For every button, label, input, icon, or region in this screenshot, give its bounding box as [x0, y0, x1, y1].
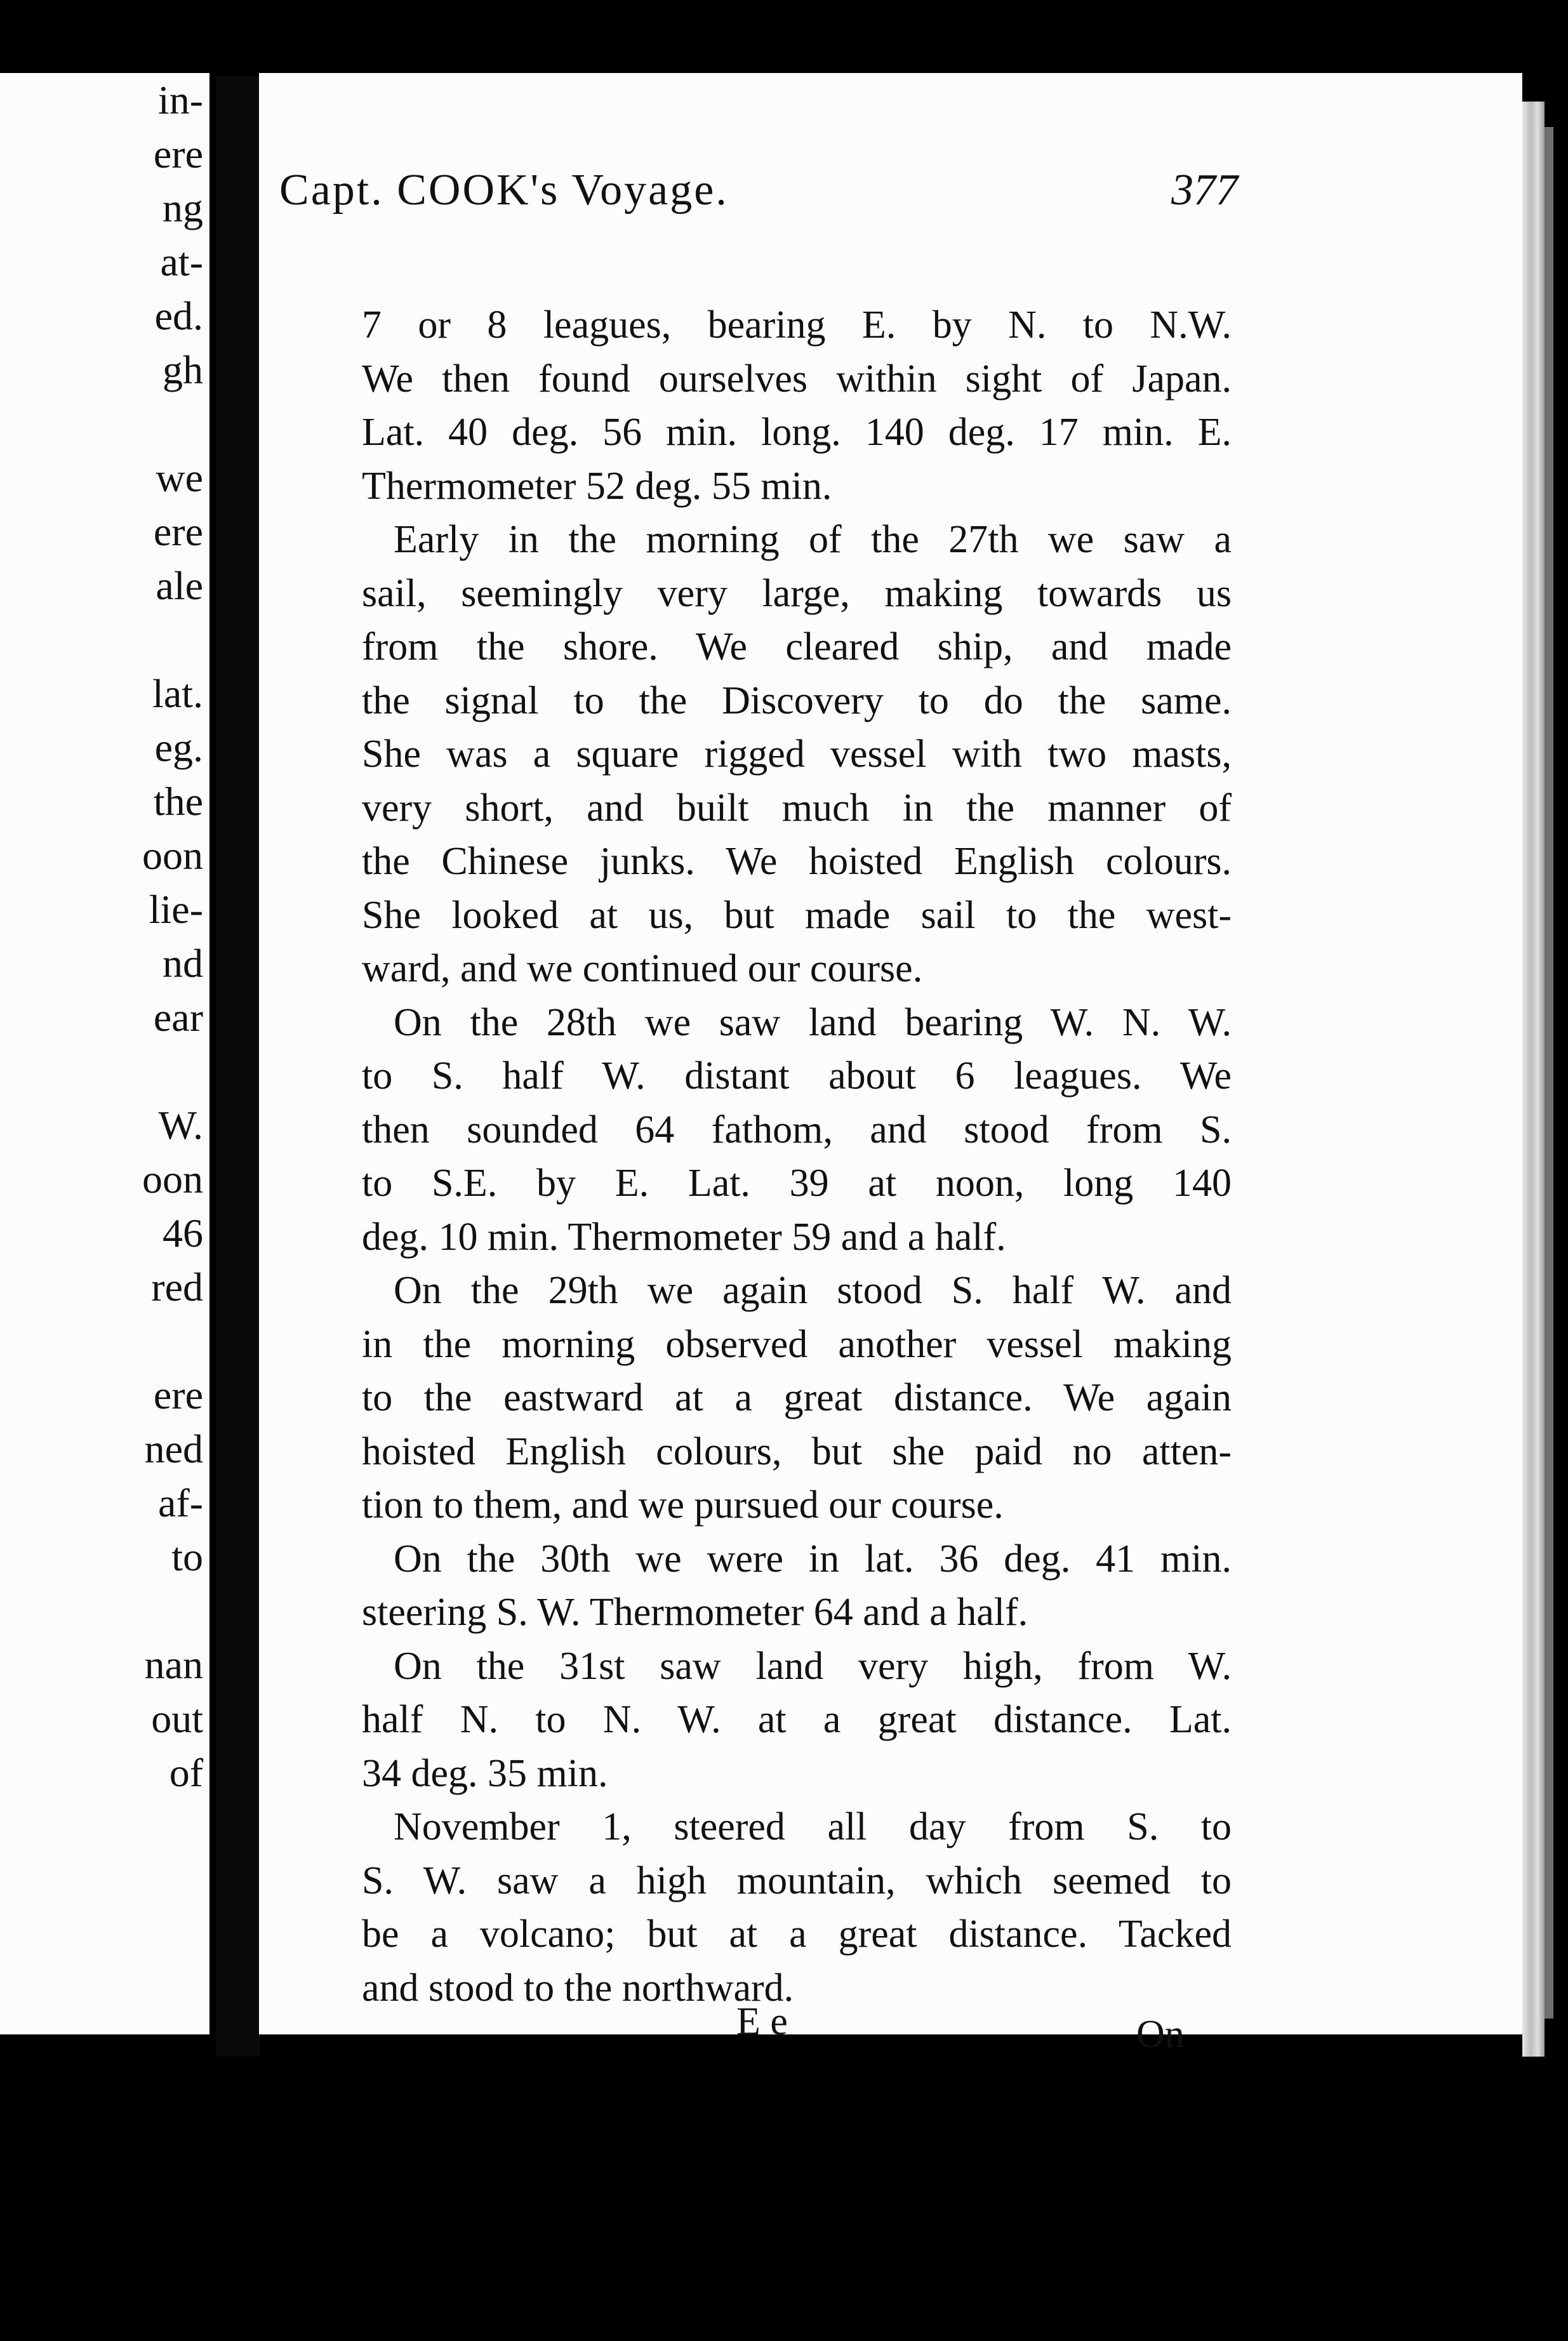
facing-page-line: out [151, 1696, 203, 1741]
page-edge [1522, 102, 1545, 2057]
page-number: 377 [1171, 166, 1238, 215]
catchword: On [1136, 2013, 1185, 2056]
running-title: Capt. COOK's Voyage. [279, 166, 729, 215]
facing-page-line: ned [144, 1426, 203, 1471]
text-line: S. W. saw a high mountain, which seemed to [362, 1859, 1232, 1902]
facing-page-line: at- [160, 239, 203, 284]
facing-page-line: ere [153, 131, 203, 176]
body-text [362, 298, 1232, 2015]
facing-page-line: red [151, 1264, 203, 1310]
text-line: deg. 10 min. Thermometer 59 and a half. [362, 1215, 1006, 1259]
facing-page [0, 73, 209, 2034]
facing-page-line [142, 1314, 203, 1368]
text-line: then sounded 64 fathom, and stood from S. [362, 1108, 1232, 1151]
facing-page-line: ere [153, 509, 203, 554]
facing-page-line: 46 [163, 1210, 203, 1256]
page-header [279, 165, 1238, 241]
text-line: On the 29th we again stood S. half W. and [394, 1269, 1232, 1312]
text-line: We then found ourselves within sight of Japan. [362, 357, 1232, 401]
text-line: to S. half W. distant about 6 leagues. We [362, 1054, 1232, 1098]
text-line: On the 31st saw land very high, from W. [394, 1644, 1232, 1688]
text-line: in the morning observed another vessel making [362, 1322, 1232, 1366]
facing-page-line: of [169, 1750, 203, 1795]
text-line: Lat. 40 deg. 56 min. long. 140 deg. 17 min. E. [362, 411, 1232, 454]
facing-page-line: lat. [152, 671, 203, 716]
facing-page-line: nd [163, 941, 203, 986]
text-line: November 1, steered all day from S. to [394, 1805, 1232, 1848]
facing-page-line: nan [144, 1642, 203, 1687]
facing-page-line: ere [153, 1372, 203, 1417]
text-line: sail, seemingly very large, making towards us [362, 571, 1232, 615]
text-line: to S.E. by E. Lat. 39 at noon, long 140 [362, 1162, 1232, 1205]
text-line: to the eastward at a great distance. We again [362, 1376, 1232, 1419]
facing-page-line: af- [157, 1480, 203, 1525]
facing-page-line: eg. [154, 725, 203, 770]
facing-page-line: gh [163, 347, 203, 392]
text-line: 7 or 8 leagues, bearing E. by N. to N.W. [362, 303, 1232, 347]
facing-page-line [142, 1584, 203, 1638]
facing-page-line: ale [156, 563, 203, 608]
facing-page-line: ear [153, 995, 203, 1040]
text-line: half N. to N. W. at a great distance. Lat. [362, 1698, 1232, 1741]
text-line: On the 28th we saw land bearing W. N. W. [394, 1000, 1232, 1044]
text-line: from the shore. We cleared ship, and made [362, 625, 1232, 668]
gutter [216, 76, 260, 2057]
text-line: Thermometer 52 deg. 55 min. [362, 464, 832, 508]
text-line: the signal to the Discovery to do the same. [362, 679, 1232, 722]
page-edge-shadow [1545, 127, 1553, 2019]
text-line: On the 30th we were in lat. 36 deg. 41 min. [394, 1537, 1232, 1581]
signature-mark: E e [736, 2000, 788, 2043]
facing-page-line: we [156, 455, 203, 500]
text-line: tion to them, and we pursued our course. [362, 1483, 1004, 1527]
text-line: 34 deg. 35 min. [362, 1751, 608, 1795]
facing-page-line: to [171, 1534, 203, 1579]
facing-page-line: W. [158, 1103, 203, 1148]
text-line: steering S. W. Thermometer 64 and a half. [362, 1591, 1028, 1634]
text-line: hoisted English colours, but she paid no atten- [362, 1429, 1232, 1473]
facing-page-line [142, 1044, 203, 1098]
facing-page-line: the [153, 779, 203, 824]
text-line: very short, and built much in the manner of [362, 786, 1232, 830]
facing-page-line: ed. [154, 293, 203, 338]
text-line: and stood to the northward. [362, 1966, 794, 2010]
facing-page-line: in- [157, 77, 203, 123]
facing-page-line [142, 613, 203, 666]
facing-page-text [142, 73, 203, 1800]
facing-page-line: lie- [149, 887, 203, 932]
facing-page-line: ng [163, 185, 203, 230]
text-line: the Chinese junks. We hoisted English colours. [362, 840, 1232, 883]
text-line: ward, and we continued our course. [362, 947, 923, 990]
text-line: be a volcano; but at a great distance. Tacked [362, 1913, 1232, 1956]
text-line: Early in the morning of the 27th we saw a [394, 518, 1232, 561]
text-line: She looked at us, but made sail to the west- [362, 893, 1232, 937]
facing-page-line: oon [142, 833, 203, 878]
text-line: She was a square rigged vessel with two masts, [362, 733, 1232, 776]
facing-page-line: oon [142, 1157, 203, 1202]
facing-page-line [142, 397, 203, 451]
